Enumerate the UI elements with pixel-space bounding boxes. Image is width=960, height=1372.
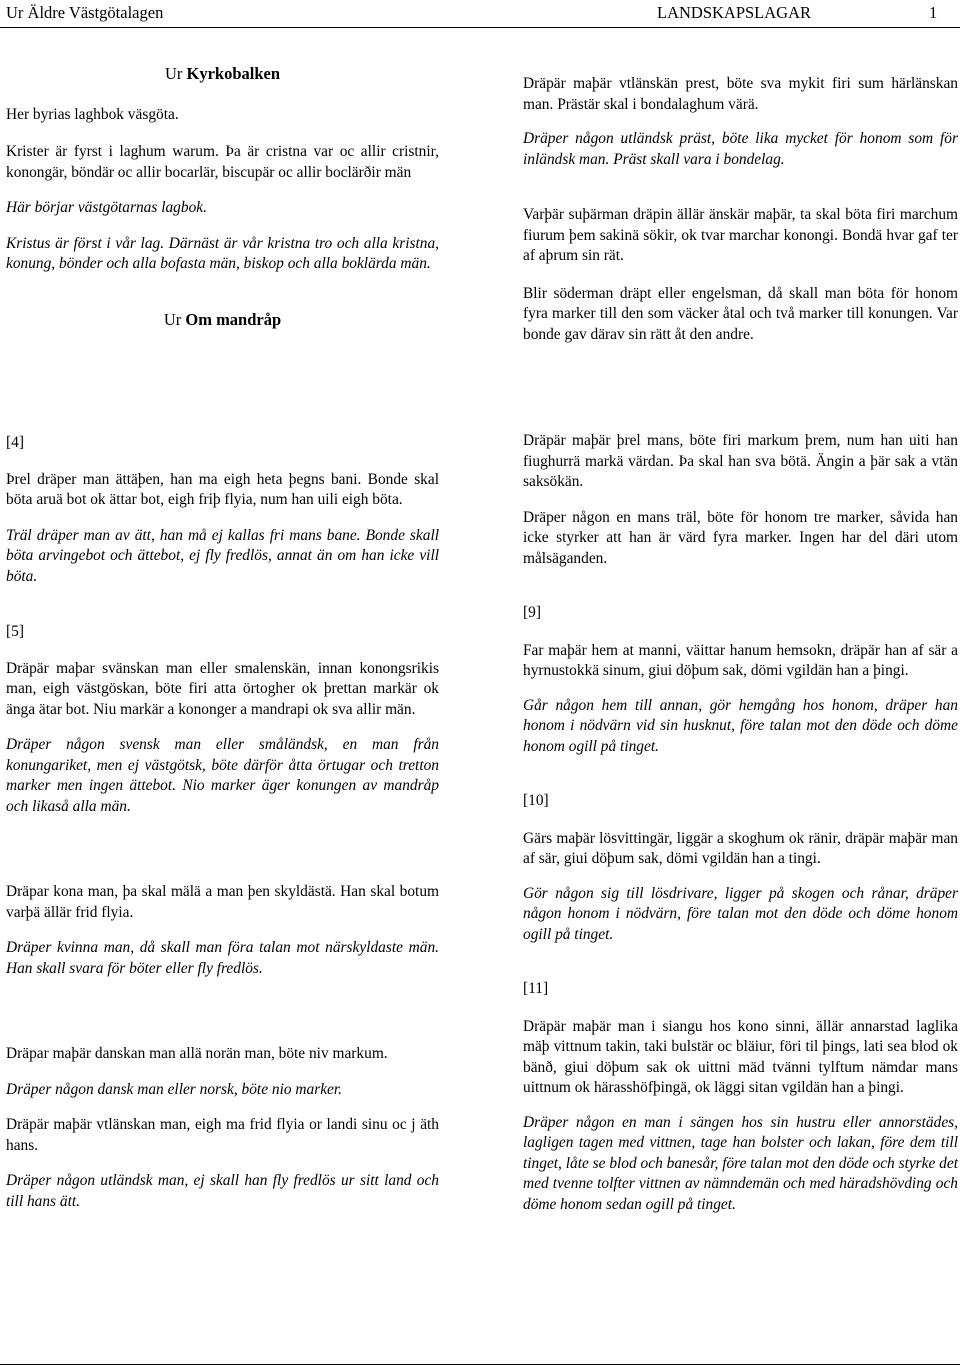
header-title: Ur Äldre Västgötalagen bbox=[6, 3, 164, 22]
paragraph-translation: Kristus är först i vår lag. Därnäst är vår kristna tro och alla kristna, konung, bönder och alla bofasta män, biskop och alla boklärda män. bbox=[6, 234, 439, 272]
paragraph: Blir söderman dräpt eller engelsman, då skall man böta för honom fyra marker till den som väcker åtal och två marker till konungen. Var bonde gav därav sin rätt åt den andre. bbox=[523, 284, 958, 343]
paragraph: Dräpar kona man, þa skal mälä a man þen skyldästä. Han skal botum varþä ällär frid flyia. bbox=[6, 883, 439, 921]
page-break-gap bbox=[0, 1362, 960, 1368]
paragraph-translation: Träl dräper man av ätt, han må ej kallas fri mans bane. Bonde skall böta arvingebot och ättebot, ej fly fredlös, annat än om han icke vill böta. bbox=[6, 526, 439, 585]
right-top-column bbox=[523, 74, 958, 345]
paragraph-translation: Dräper någon utländsk präst, böte lika mycket för honom som för inländsk man. Präst skall vara i bondelag. bbox=[523, 130, 958, 168]
paragraph-translation: Dräper någon utländsk man, ej skall han fly fredlös ur sitt land och till hans ätt. bbox=[6, 1172, 439, 1210]
paragraph: Dräpär maþär vtlänskan man, eigh ma frid flyia or landi sinu oc j äth hans. bbox=[6, 1116, 439, 1154]
right-bottom-column bbox=[523, 431, 958, 1215]
left-top-column bbox=[6, 64, 439, 330]
section-number: [9] bbox=[523, 604, 541, 621]
paragraph: Þrel dräper man ättäþen, han ma eigh heta þegns bani. Bonde skal böta aruä bot ok ättar bot, eigh friþ flyia, num han uili eigh böta. bbox=[6, 470, 439, 508]
section-number: [11] bbox=[523, 980, 549, 997]
paragraph-translation: Dräper kvinna man, då skall man föra talan mot närskyldaste män. Han skall svara för böter eller fly fredlös. bbox=[6, 939, 439, 977]
heading-om-mandrap bbox=[6, 310, 439, 331]
section-number: [4] bbox=[6, 434, 24, 451]
paragraph-translation: Dräper någon dansk man eller norsk, böte nio marker. bbox=[6, 1080, 342, 1098]
paragraph-translation: Dräper någon en man i sängen hos sin hustru eller annorstädes, lagligen tagen med vittnen, tage han bolster och lakan, före dem till tinget, låte se blod och banesår, före talan mot den döde och styrke det med tvenne tolfter vittnen av nämndemän och med häradshövding och döme honom sedan ogill på tinget. bbox=[523, 1113, 958, 1213]
paragraph: Far maþär hem at manni, väittar hanum hemsokn, dräpär han af sär a hyrnustokkä sinum, giui döþum sak, dömi vgildän han a þingi. bbox=[523, 641, 958, 679]
header-rule bbox=[0, 27, 960, 28]
heading-title-text: Kyrkobalken bbox=[186, 64, 281, 83]
paragraph-translation: Gör någon sig till lösdrivare, ligger på skogen och rånar, dräper någon honom i nödvärn, före talan mot den döde och döme honom ogill på tinget. bbox=[523, 884, 958, 943]
paragraph: Dräpar maþär danskan man allä norän man, böte niv markum. bbox=[6, 1045, 388, 1062]
paragraph: Gärs maþär lösvittingär, liggär a skoghum ok ränir, dräpär maþär man af sär, giui döþum sak, dömi vgildän han a tingi. bbox=[523, 829, 958, 867]
heading-prefix-text: Ur bbox=[163, 309, 186, 329]
section-number: [10] bbox=[523, 792, 549, 809]
page-number: 1 bbox=[929, 3, 938, 22]
paragraph: Krister är fyrst i laghum warum. Þa är cristna var oc allir cristnir, konongär, böndär oc allir bocarlär, biscupär oc allir boclärðir män bbox=[6, 143, 439, 181]
paragraph-translation: Dräper någon svensk man eller småländsk, en man från konungariket, men ej västgötsk, böte därför åtta örtugar och tretton marker men ingen ättebot. Nio marker äger konungen av mandråp och likaså alla män. bbox=[6, 736, 439, 815]
paragraph: Dräpär maþär man i siangu hos kono sinni, ällär annarstad laglika mäþ vittnum takin, taki bulstär oc bläiur, föri til þings, lati sea blod ok bänð, giui döþum sak ok uittni mäd tvänni tylftum nämdar mans uittnum ok härasshöfþingä, ok läggi sitan vgildän han a þingi. bbox=[523, 1017, 958, 1096]
paragraph: Dräpär maþar svänskan man eller smalenskän, innan konongsrikis man, eigh västgöskan, böte firi atta örtogher ok þrettan markär ok änga ätar bot. Niu markär a kononger a mandrapi ok sva allir män. bbox=[6, 659, 439, 718]
header-section: LANDSKAPSLAGAR bbox=[657, 3, 812, 22]
paragraph: Varþär suþärman dräpin ällär änskär maþär, ta skal böta firi marchum fiurum þem sakinä sökir, ok tvar marchar konongi. Bondä hvar gaf ter af aþrum sin rät. bbox=[523, 206, 958, 264]
heading-title-text: Om mandråp bbox=[185, 309, 282, 329]
heading-prefix-text: Ur bbox=[164, 64, 187, 83]
page-break-rule bbox=[0, 1364, 960, 1365]
paragraph: Her byrias laghbok väsgöta. bbox=[6, 105, 179, 123]
paragraph: Dräper någon en mans träl, böte för honom tre marker, såvida han icke styrker att han är värd fyra marker. Ingen har del däri utom målsäganden. bbox=[523, 508, 958, 567]
left-bottom-column bbox=[6, 433, 439, 1212]
paragraph: Dräpär maþär vtlänskän prest, böte sva mykit firi sum härlänskan man. Prästär skal i bondalaghum värä. bbox=[523, 75, 958, 113]
paragraph: Dräpär maþär þrel mans, böte firi markum þrem, num han uiti han fiughurrä markä värdan. Þa skal han sva bötä. Ängin a þär sak a vtän saksökän. bbox=[523, 432, 958, 490]
section-number: [5] bbox=[6, 623, 24, 640]
heading-kyrkobalken bbox=[6, 64, 439, 85]
paragraph-translation: Går någon hem till annan, gör hemgång hos honom, dräper han honom i nödvärn vid sin husknut, före talan mot den döde och döme honom ogill på tinget. bbox=[523, 696, 958, 755]
paragraph-translation: Här börjar västgötarnas lagbok. bbox=[6, 199, 207, 216]
